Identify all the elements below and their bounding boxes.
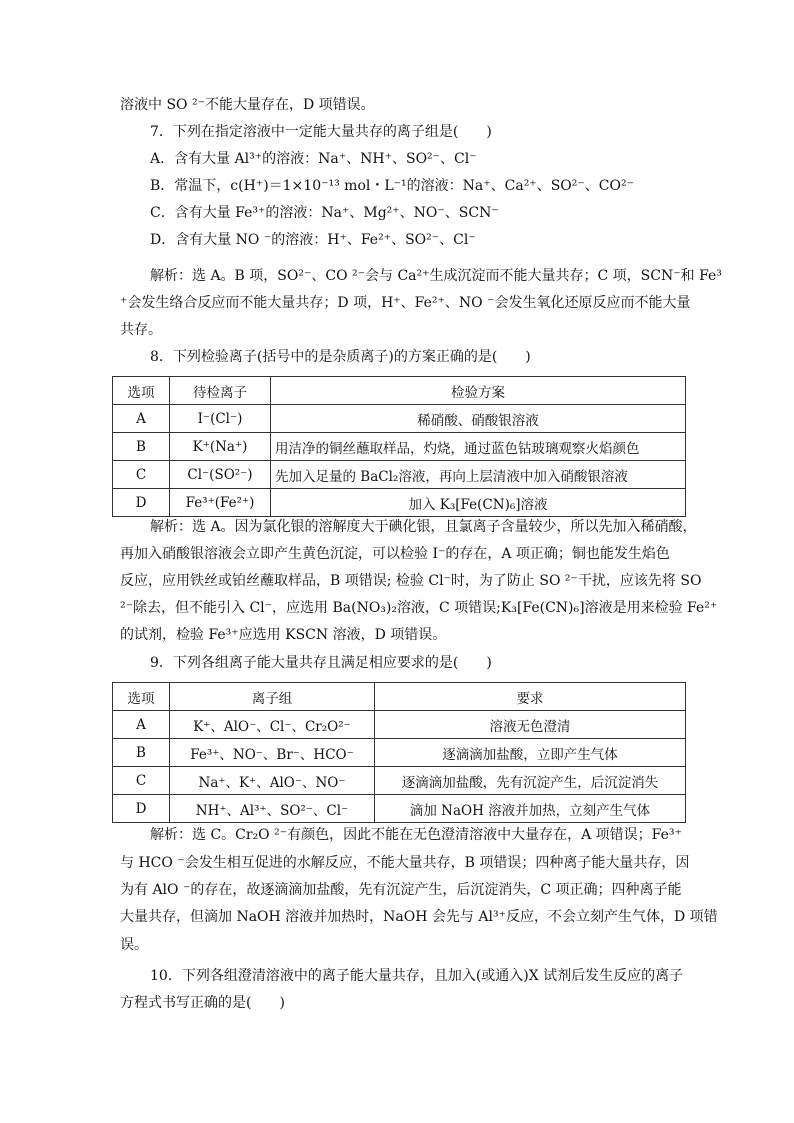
table-cell: 溶液无色澄清 [375, 711, 686, 739]
q9-analysis-line: 大量共存，但滴加 NaOH 溶液并加热时，NaOH 会先与 Al³⁺反应，不会立刻产生气体，D 项错 [120, 909, 718, 925]
table-cell: 滴加 NaOH 溶液并加热，立刻产生气体 [375, 795, 686, 823]
q9-table [112, 682, 686, 823]
q7-option-d: D．含有大量 NO ⁻的溶液：H⁺、Fe²⁺、SO²⁻、Cl⁻ [150, 232, 476, 248]
q9-analysis-line: 误。 [120, 937, 148, 953]
table-header: 待检离子 [170, 377, 271, 405]
table-header: 离子组 [170, 683, 375, 711]
table-row [113, 739, 686, 767]
table-header: 检验方案 [271, 377, 686, 405]
table-cell: B [113, 739, 170, 767]
q7-option-a: A．含有大量 Al³⁺的溶液：Na⁺、NH⁺、SO²⁻、Cl⁻ [150, 151, 477, 167]
table-cell: 稀硝酸、硝酸银溶液 [271, 405, 686, 433]
table-header: 选项 [113, 377, 170, 405]
table-cell: C [113, 461, 170, 489]
table-header: 要求 [375, 683, 686, 711]
q8-analysis-line: 反应，应用铁丝或铂丝蘸取样品，B 项错误; 检验 Cl⁻时，为了防止 SO ²⁻干扰，应该先将 SO [120, 573, 702, 589]
q7-analysis-line: 共存。 [120, 322, 162, 338]
table-cell: 先加入足量的 BaCl₂溶液，再向上层清液中加入硝酸银溶液 [271, 461, 686, 489]
table-cell: 逐滴滴加盐酸，先有沉淀产生，后沉淀消失 [375, 767, 686, 795]
q7-analysis-line: ⁺会发生络合反应而不能大量共存；D 项，H⁺、Fe²⁺、NO ⁻会发生氧化还原反应而不能大量 [120, 295, 691, 311]
table-cell: D [113, 795, 170, 823]
table-cell: K⁺、AlO⁻、Cl⁻、Cr₂O²⁻ [170, 711, 375, 739]
q7-option-b: B．常温下，c(H⁺)＝1×10⁻¹³ mol・L⁻¹的溶液：Na⁺、Ca²⁺、SO²⁻、CO²⁻ [150, 178, 634, 194]
q9-analysis-line: 为有 AlO ⁻的存在，故逐滴滴加盐酸，先有沉淀产生，后沉淀消失，C 项正确；四种离子能 [120, 882, 682, 898]
q7-analysis-line: 解析：选 A。B 项，SO²⁻、CO ²⁻会与 Ca²⁺生成沉淀而不能大量共存；C 项，SCN⁻和 Fe³ [150, 268, 722, 284]
table-cell: Fe³⁺、NO⁻、Br⁻、HCO⁻ [170, 739, 375, 767]
table-cell: 用洁净的铜丝蘸取样品，灼烧，通过蓝色钴玻璃观察火焰颜色 [271, 433, 686, 461]
table-cell: Na⁺、K⁺、AlO⁻、NO⁻ [170, 767, 375, 795]
q8-analysis-line: 的试剂，检验 Fe³⁺应选用 KSCN 溶液，D 项错误。 [120, 627, 447, 643]
table-cell: 加入 K₃[Fe(CN)₆]溶液 [271, 489, 686, 517]
table-row [113, 711, 686, 739]
q9-analysis-line: 解析：选 C。Cr₂O ²⁻有颜色，因此不能在无色澄清溶液中大量存在，A 项错误；Fe³⁺ [150, 827, 682, 843]
table-row [113, 433, 686, 461]
q10-stem-line: 10．下列各组澄清溶液中的离子能大量共存，且加入(或通入)X 试剂后发生反应的离子 [150, 968, 684, 984]
table-cell: Fe³⁺(Fe²⁺) [170, 489, 271, 517]
q9-stem: 9．下列各组离子能大量共存且满足相应要求的是( ) [150, 655, 492, 671]
table-cell: D [113, 489, 170, 517]
q7-stem: 7．下列在指定溶液中一定能大量共存的离子组是( ) [150, 124, 492, 140]
table-row [113, 795, 686, 823]
q10-stem-line: 方程式书写正确的是( ) [120, 995, 285, 1011]
table-cell: Cl⁻(SO²⁻) [170, 461, 271, 489]
table-header: 选项 [113, 683, 170, 711]
q8-table [112, 376, 686, 517]
table-cell: 逐滴滴加盐酸，立即产生气体 [375, 739, 686, 767]
table-row [113, 489, 686, 517]
table-row [113, 405, 686, 433]
table-cell: K⁺(Na⁺) [170, 433, 271, 461]
q8-analysis-line: 解析：选 A。因为氯化银的溶解度大于碘化银，且氯离子含量较少，所以先加入稀硝酸， [150, 519, 697, 535]
table-cell: B [113, 433, 170, 461]
table-cell: NH⁺、Al³⁺、SO²⁻、Cl⁻ [170, 795, 375, 823]
table-cell: C [113, 767, 170, 795]
table-header-row [113, 377, 686, 405]
q8-analysis-line: 再加入硝酸银溶液会立即产生黄色沉淀，可以检验 I⁻的存在，A 项正确；铜也能发生焰色 [120, 546, 670, 562]
table-row [113, 461, 686, 489]
table-cell: A [113, 405, 170, 433]
table-header-row [113, 683, 686, 711]
table-cell: I⁻(Cl⁻) [170, 405, 271, 433]
q8-stem: 8．下列检验离子(括号中的是杂质离子)的方案正确的是( ) [150, 349, 531, 365]
q9-analysis-line: 与 HCO ⁻会发生相互促进的水解反应，不能大量共存，B 项错误；四种离子能大量共存，因 [120, 855, 690, 871]
table-row [113, 767, 686, 795]
q8-analysis-line: ²⁻除去，但不能引入 Cl⁻，应选用 Ba(NO₃)₂溶液，C 项错误;K₃[Fe(CN)₆]溶液是用来检验 Fe²⁺ [120, 600, 718, 616]
continuation-line: 溶液中 SO ²⁻不能大量存在，D 项错误。 [120, 97, 375, 113]
q7-option-c: C．含有大量 Fe³⁺的溶液：Na⁺、Mg²⁺、NO⁻、SCN⁻ [150, 205, 499, 221]
table-cell: A [113, 711, 170, 739]
